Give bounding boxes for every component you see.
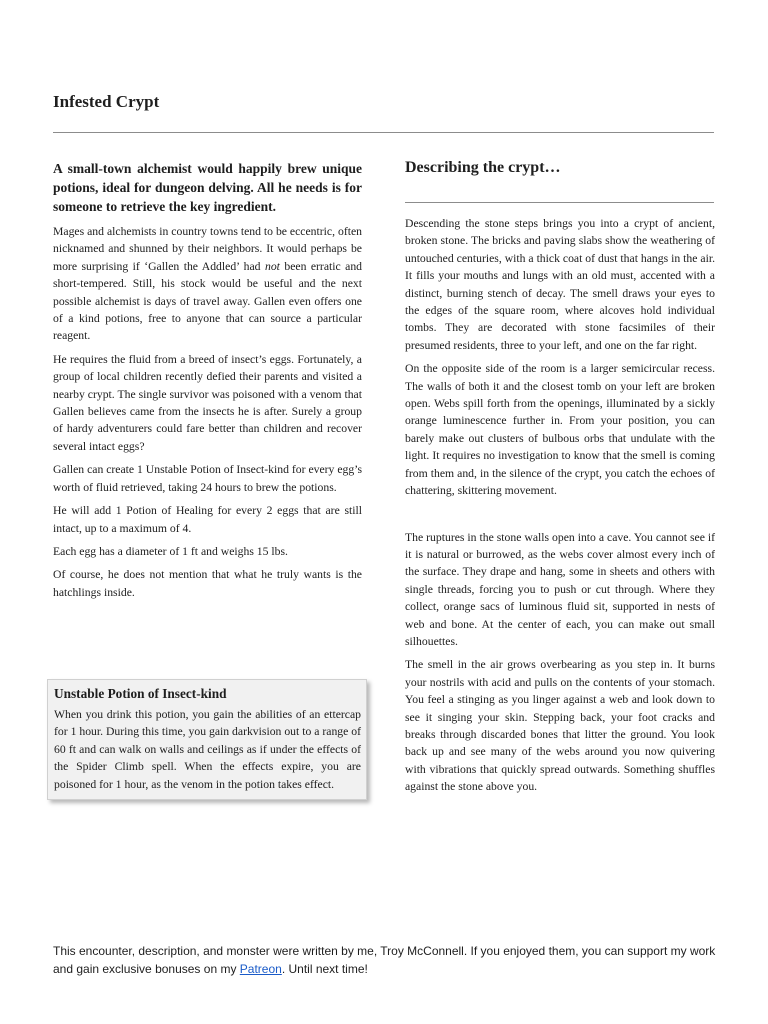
- paragraph-crypt-entry: Descending the stone steps brings you into a crypt of ancient, broken stone. The bricks and paving slabs show the weathering of untouched centuries, with a thick coat of dust that hangs in the air. It fills your mouths and lungs with an old must, accented with a distinct, burning stench of decay. The smell draws your eyes to the edges of the square room, where alcoves hold individual tombs. They are decorated with stone facsimiles of their presumed residents, three to your left, and one on the far right.: [405, 217, 715, 352]
- patreon-link[interactable]: Patreon: [239, 961, 282, 976]
- page-title: Infested Crypt: [53, 92, 160, 111]
- sidebar-title: Unstable Potion of Insect-kind: [54, 686, 227, 701]
- paragraph-egg-size: Each egg has a diameter of 1 ft and weighs 15 lbs.: [53, 544, 288, 558]
- paragraph-gap: [405, 506, 715, 529]
- footer-text: This encounter, description, and monster were written by me, Troy McConnell. If you enjoyed them, you can support my work and gain exclusive bonuses on my: [53, 944, 716, 976]
- paragraph-potion-reward: Gallen can create 1 Unstable Potion of Insect-kind for every egg’s worth of fluid retrieved, taking 24 hours to brew the potions.: [53, 463, 362, 494]
- title-divider: [53, 132, 714, 133]
- paragraph-recess: On the opposite side of the room is a larger semicircular recess. The walls of both it and the closest tomb on your left are broken open. Webs spill forth from the openings, illuminated by a sickly orange luminescence further in. From your position, you can barely make out clusters of bulbous orbs that undulate with the light. It requires no investigation to know that the smell is coming from them and, in the silence of the crypt, you catch the echoes of chattering, skittering movement.: [405, 362, 715, 498]
- paragraph-hatchlings: Of course, he does not mention that what he truly wants is the hatchlings inside.: [53, 568, 362, 599]
- paragraph-gallen-intro: [53, 223, 362, 345]
- footer-credit: [53, 943, 733, 978]
- sidebar-description: When you drink this potion, you gain the abilities of an ettercap for 1 hour. During this time, you gain darkvision out to a range of 60 ft and can walk on walls and ceilings as if under the effects of the Spider Climb spell. When the effects expire, you are poisoned for 1 hour, as the venom in the potion takes effect.: [54, 708, 361, 791]
- paragraph-requirement: He requires the fluid from a breed of insect’s eggs. Fortunately, a group of local children recently defied their parents and visited a nearby crypt. The single survivor was poisoned with a venom that Gallen believes came from the insects he is after. Surely a group of hardy adventurers could fare better than children and recover several intact eggs?: [53, 352, 362, 453]
- intro-lead: A small-town alchemist would happily brew unique potions, ideal for dungeon delving. All he needs is for someone to retrieve the key ingredient.: [53, 161, 362, 214]
- potion-sidebar: [47, 679, 367, 800]
- emphasis-text: not: [264, 259, 280, 273]
- paragraph-cave: The ruptures in the stone walls open into a cave. You cannot see if it is natural or burrowed, as the webs cover almost every inch of the surface. They drape and hang, some in sheets and others with single threads, forcing you to push or cut through. Where they collect, orange sacs of luminous fluid sit, supported in nests of web and bone. At the center of each, you can make out small silhouettes.: [405, 530, 715, 648]
- paragraph-webs: The smell in the air grows overbearing as you step in. It burns your nostrils with acid and pulls on the contents of your stomach. You feel a stinging as you linger against a web and look down to see it singing your skin. Stepping back, your foot cracks and breaks through discarded bones that litter the ground. You look back up and see many of the webs around you now quivering with vibrations that quickly spread outwards. Something shuffles against the stone above you.: [405, 658, 715, 794]
- section-divider: [405, 202, 714, 203]
- right-column: [405, 159, 715, 802]
- footer-text: . Until next time!: [281, 961, 368, 976]
- paragraph-text: Mages and alchemists in country towns tend to be eccentric, often nicknamed and shunned by their neighbors. It would perhaps be more surprising if ‘Gallen the Addled’ had: [53, 225, 362, 273]
- section-heading: Describing the crypt…: [405, 159, 561, 176]
- paragraph-text: been erratic and short-tempered. Still, his stock would be useful and the next possible alchemist is days of travel away. Gallen even offers one of a kind potions, free to anyone that can source a particular reagent.: [53, 259, 363, 343]
- left-column: [53, 159, 362, 607]
- paragraph-healing-reward: He will add 1 Potion of Healing for every 2 eggs that are still intact, up to a maximum of 4.: [53, 504, 362, 535]
